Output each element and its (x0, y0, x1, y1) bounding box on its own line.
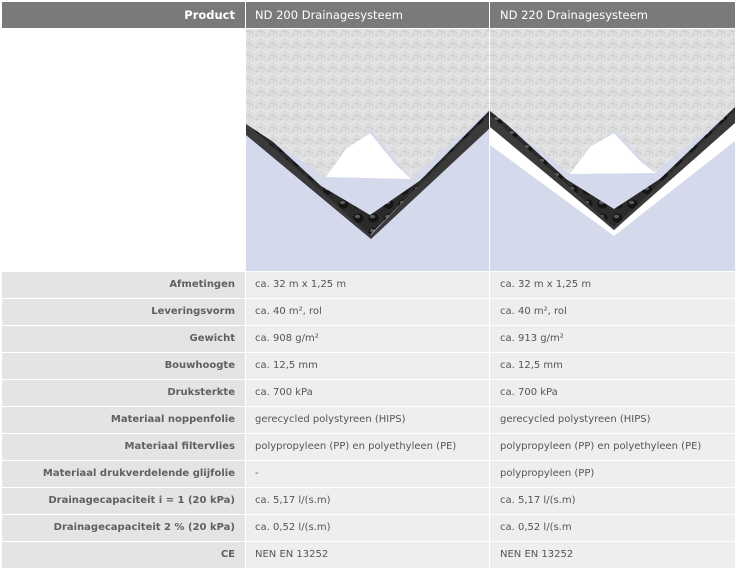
spec-label: Materiaal filtervlies (2, 434, 245, 460)
spec-row-afmetingen (2, 272, 735, 298)
header-product-1: ND 200 Drainagesysteem (246, 2, 489, 28)
product-image-cell-2 (490, 29, 735, 271)
spec-row-drainagecapaciteit-i1 (2, 488, 735, 514)
spec-value-product-2: polypropyleen (PP) (490, 461, 735, 487)
spec-value-product-1: ca. 700 kPa (246, 380, 489, 406)
drainage-membrane-nd220-image (490, 29, 735, 271)
spec-label: Afmetingen (2, 272, 245, 298)
spec-value-product-1: gerecycled polystyreen (HIPS) (246, 407, 489, 433)
spec-row-ce (2, 542, 735, 568)
spec-value-product-1: polypropyleen (PP) en polyethyleen (PE) (246, 434, 489, 460)
spec-label: Drainagecapaciteit i = 1 (20 kPa) (2, 488, 245, 514)
spec-value-product-2: ca. 40 m², rol (490, 299, 735, 325)
spec-value-product-1: ca. 40 m², rol (246, 299, 489, 325)
spec-label: Materiaal drukverdelende glijfolie (2, 461, 245, 487)
spec-value-product-2: polypropyleen (PP) en polyethyleen (PE) (490, 434, 735, 460)
spec-label: Bouwhoogte (2, 353, 245, 379)
spec-value-product-1: NEN EN 13252 (246, 542, 489, 568)
spec-label: Drainagecapaciteit 2 % (20 kPa) (2, 515, 245, 541)
spec-row-bouwhoogte (2, 353, 735, 379)
drainage-membrane-nd200-image (246, 29, 489, 271)
spec-row-gewicht (2, 326, 735, 352)
spec-label: Gewicht (2, 326, 245, 352)
spec-value-product-1: ca. 0,52 l/(s.m) (246, 515, 489, 541)
spec-row-druksterkte (2, 380, 735, 406)
spec-value-product-2: ca. 12,5 mm (490, 353, 735, 379)
image-row-label-cell (2, 29, 245, 271)
spec-value-product-2: NEN EN 13252 (490, 542, 735, 568)
spec-value-product-2: ca. 0,52 l/(s.m (490, 515, 735, 541)
spec-value-product-1: ca. 12,5 mm (246, 353, 489, 379)
spec-value-product-2: ca. 32 m x 1,25 m (490, 272, 735, 298)
spec-value-product-2: ca. 913 g/m² (490, 326, 735, 352)
spec-label: Leveringsvorm (2, 299, 245, 325)
product-image-cell-1 (246, 29, 489, 271)
header-label: Product (2, 2, 245, 28)
spec-row-materiaal-filtervlies (2, 434, 735, 460)
spec-value-product-1: ca. 32 m x 1,25 m (246, 272, 489, 298)
spec-label: Materiaal noppenfolie (2, 407, 245, 433)
spec-label: CE (2, 542, 245, 568)
spec-row-drainagecapaciteit-2pct (2, 515, 735, 541)
spec-row-materiaal-glijfolie (2, 461, 735, 487)
spec-value-product-2: ca. 5,17 l/(s.m) (490, 488, 735, 514)
spec-row-materiaal-noppenfolie (2, 407, 735, 433)
spec-value-product-2: gerecycled polystyreen (HIPS) (490, 407, 735, 433)
spec-row-leveringsvorm (2, 299, 735, 325)
spec-value-product-2: ca. 700 kPa (490, 380, 735, 406)
header-product-2: ND 220 Drainagesysteem (490, 2, 735, 28)
spec-value-product-1: - (246, 461, 489, 487)
spec-value-product-1: ca. 5,17 l/(s.m) (246, 488, 489, 514)
spec-value-product-1: ca. 908 g/m² (246, 326, 489, 352)
spec-label: Druksterkte (2, 380, 245, 406)
